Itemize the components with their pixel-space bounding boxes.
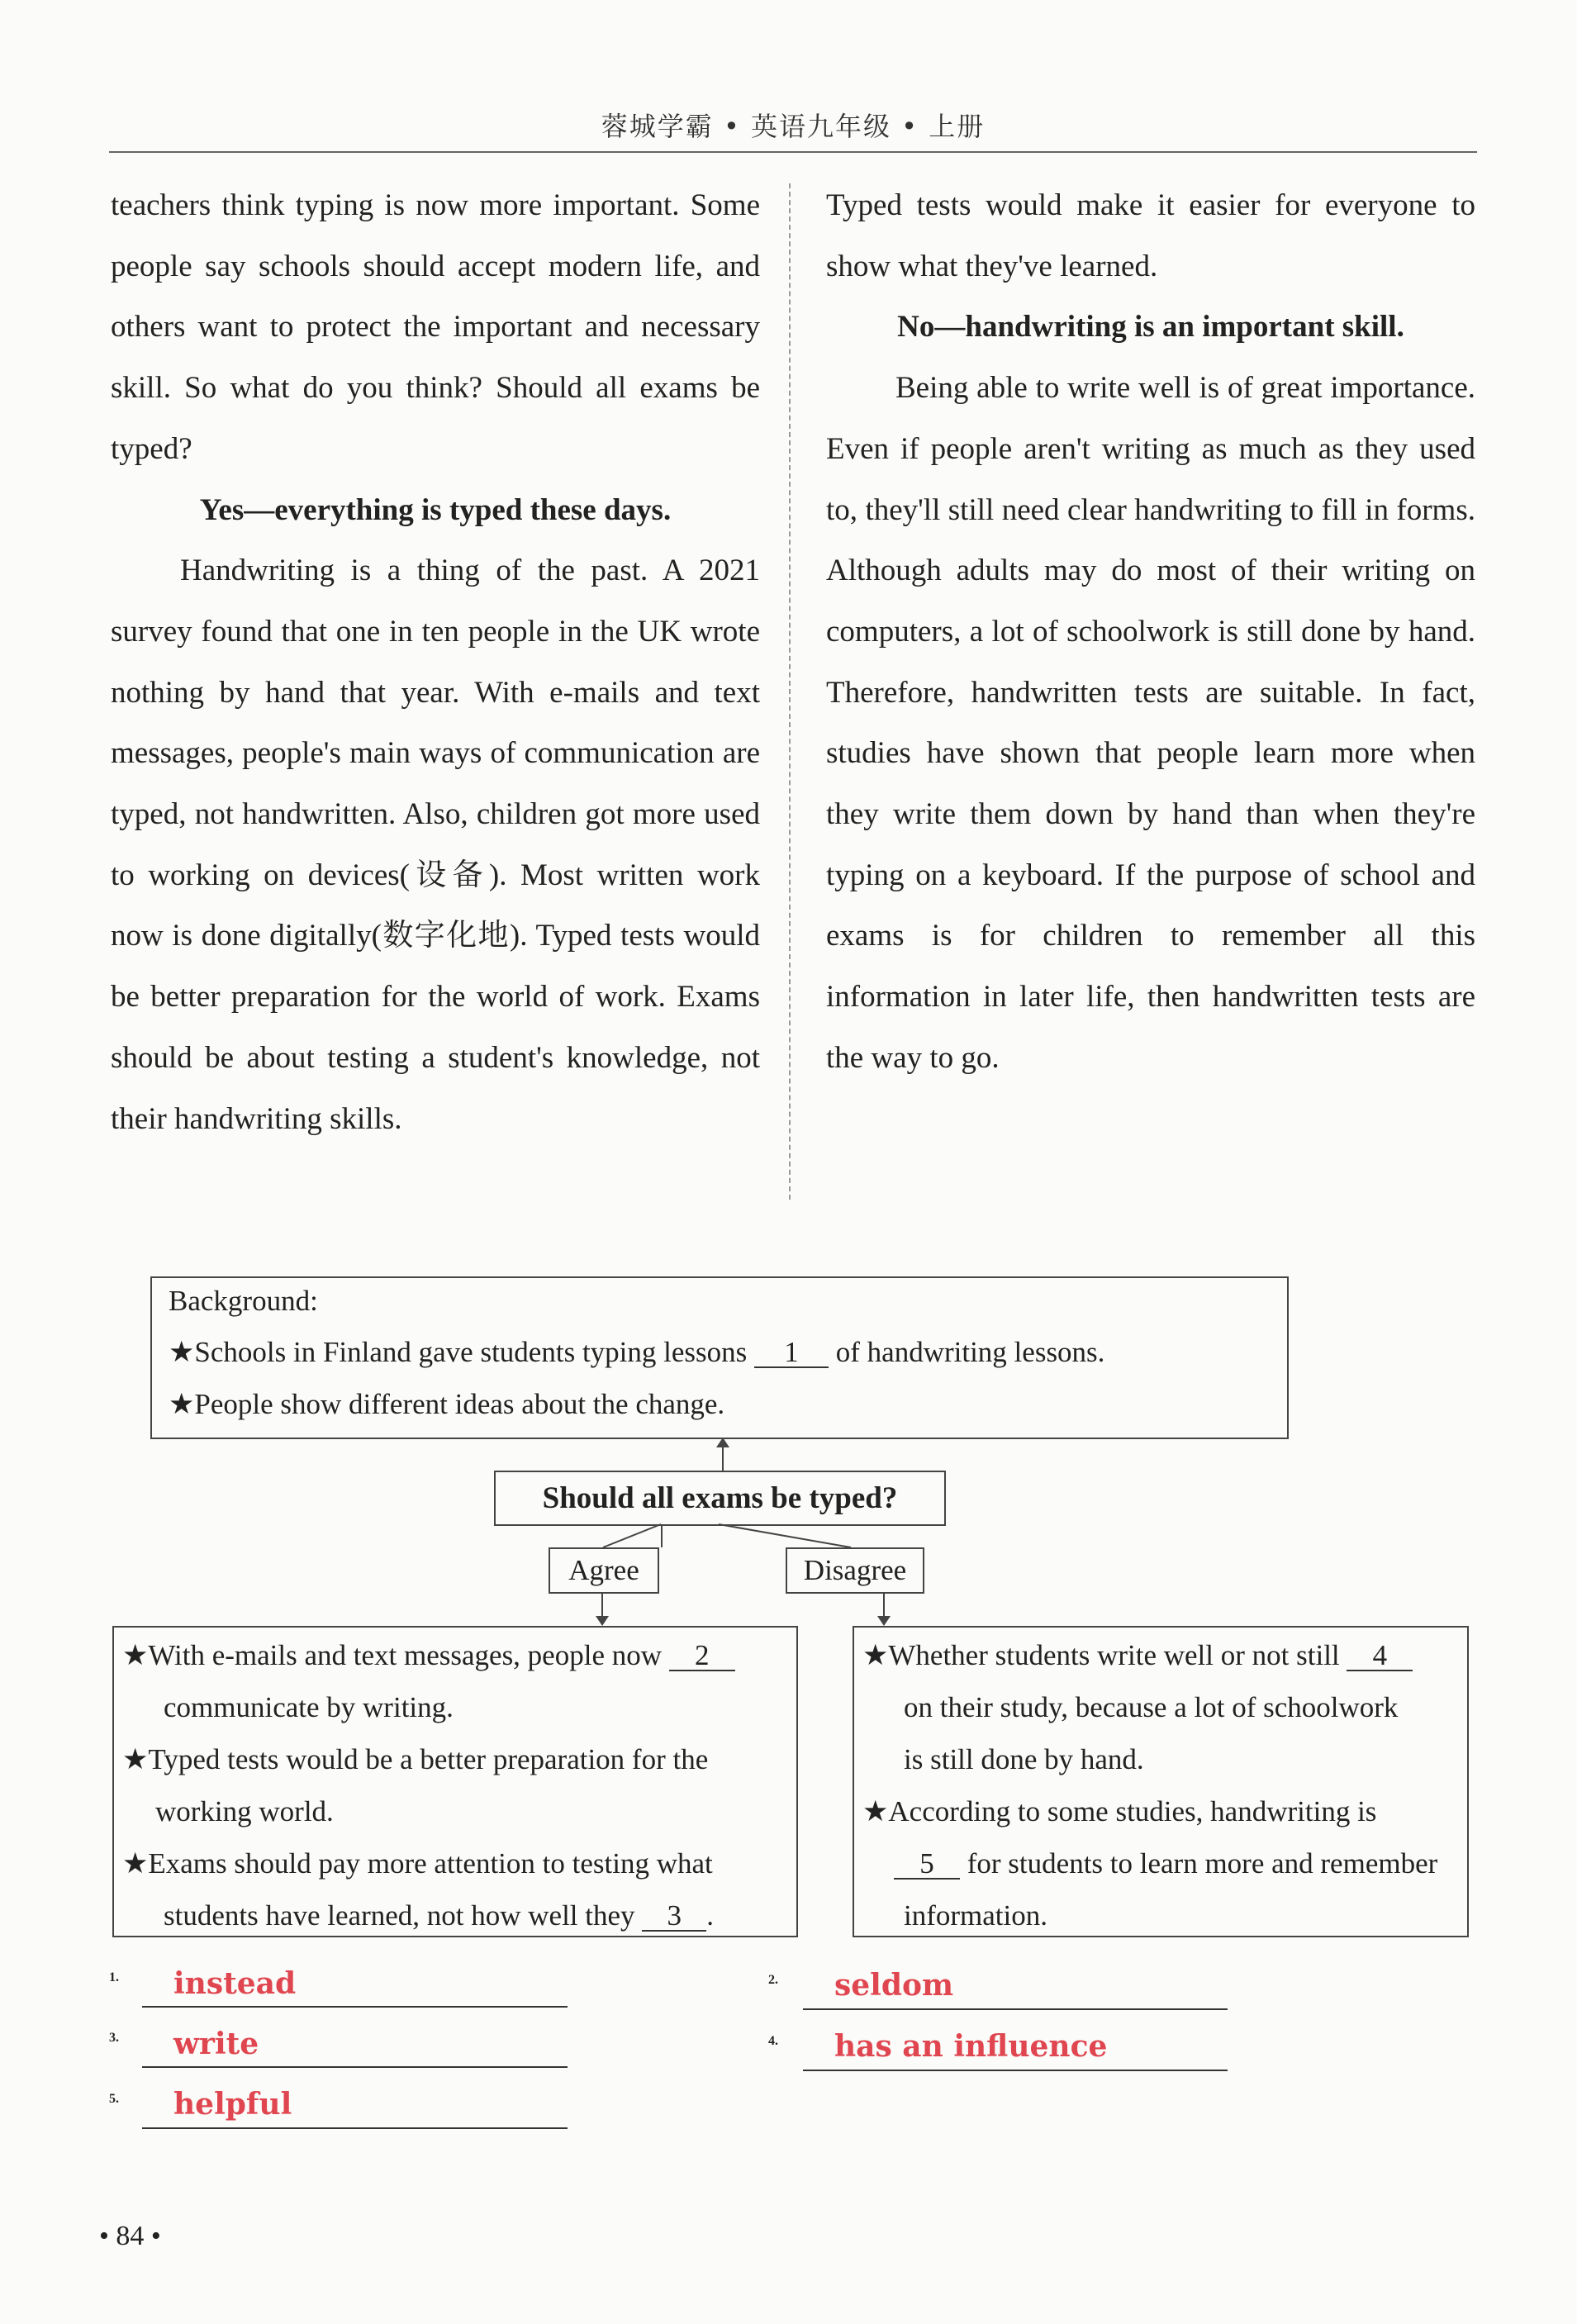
- blank-2: 2: [669, 1641, 735, 1671]
- answer-number: 5.: [109, 2092, 119, 2106]
- blank-3: 3: [642, 1901, 706, 1932]
- background-line-1-pre: ★Schools in Finland gave students typing lessons: [169, 1336, 748, 1368]
- paragraph: Handwriting is a thing of the past. A 2021 survey found that one in ten people in the UK wrote nothing by hand that year. With e-mails and text messages, people's main ways of communication are typed, not handwritten. Also, children got more used to working on devices(设备). Most written work now is done digitally(数字化地). Typed tests would be better preparation for the world of work. Exams should be about testing a student's knowledge, not their handwriting skills.: [111, 554, 760, 1136]
- agree-box: Agree: [549, 1547, 659, 1594]
- connector-branch: [578, 1523, 909, 1549]
- answer-line: [142, 2006, 568, 2008]
- blank-5: 5: [894, 1849, 960, 1880]
- disagree-line-4: ★According to some studies, handwriting is: [862, 1795, 1377, 1827]
- question-box: Should all exams be typed?: [494, 1471, 946, 1526]
- disagree-line-5-post: for students to learn more and remember: [967, 1847, 1438, 1880]
- disagree-line-5: [894, 1847, 1437, 1880]
- answer-number: 2.: [768, 1973, 778, 1987]
- agree-line-1: [122, 1639, 735, 1672]
- disagree-line-6: information.: [904, 1899, 1047, 1932]
- answer-item: [109, 2031, 119, 2046]
- paragraph: Typed tests would make it easier for everyone to show what they've learned.: [826, 188, 1475, 283]
- agree-line-1-pre: ★With e-mails and text messages, people now: [122, 1639, 663, 1671]
- disagree-line-1: [862, 1639, 1413, 1672]
- answer-text: helpful: [173, 2087, 292, 2122]
- background-line-1: [169, 1336, 1104, 1369]
- connector-line: [722, 1444, 724, 1471]
- agree-line-5: ★Exams should pay more attention to testing what: [122, 1847, 713, 1880]
- answer-number: 4.: [768, 2034, 778, 2048]
- article-left-column: [111, 175, 760, 1149]
- arrow-down-icon: [596, 1616, 609, 1626]
- subheading-no: No—handwriting is an important skill.: [897, 310, 1404, 345]
- agree-line-6: [164, 1899, 714, 1932]
- answer-text: has an influence: [834, 2029, 1108, 2064]
- disagree-line-2: on their study, because a lot of schoolwork: [904, 1691, 1399, 1723]
- agree-line-6-post: .: [706, 1899, 715, 1932]
- agree-line-3: ★Typed tests would be a better preparation for the: [122, 1743, 709, 1775]
- header-divider: [109, 151, 1477, 153]
- background-title: Background:: [169, 1285, 318, 1317]
- answer-item: [109, 2092, 119, 2107]
- disagree-points-box: [853, 1626, 1469, 1937]
- subheading-yes: Yes—everything is typed these days.: [199, 492, 672, 527]
- background-line-1-post: of handwriting lessons.: [835, 1336, 1105, 1368]
- paragraph: teachers think typing is now more important. Some people say schools should accept modern life, and others want to protect the important and necessary skill. So what do you think? Should all exams be typed?: [111, 188, 760, 466]
- agree-points-box: [112, 1626, 798, 1937]
- column-divider: [789, 183, 791, 1200]
- disagree-line-1-pre: ★Whether students write well or not still: [862, 1639, 1340, 1671]
- blank-4: 4: [1347, 1641, 1413, 1671]
- answer-item: [768, 1973, 778, 1988]
- answer-number: 3.: [109, 2031, 119, 2045]
- agree-line-4: working world.: [155, 1795, 334, 1827]
- answer-line: [803, 2070, 1228, 2071]
- article-right-column: [826, 175, 1475, 1089]
- arrow-down-icon: [877, 1616, 891, 1626]
- blank-1: 1: [754, 1338, 829, 1368]
- page-number: • 84 •: [99, 2221, 161, 2251]
- disagree-box: Disagree: [786, 1547, 924, 1594]
- background-box: [150, 1276, 1289, 1439]
- answer-line: [142, 2127, 568, 2129]
- disagree-line-3: is still done by hand.: [904, 1743, 1144, 1775]
- answer-number: 1.: [109, 1970, 119, 1984]
- answer-text: instead: [173, 1966, 297, 2001]
- page-header: 蓉城学霸 • 英语九年级 • 上册: [601, 111, 986, 142]
- arrow-up-icon: [716, 1438, 729, 1447]
- paragraph: Being able to write well is of great importance. Even if people aren't writing as much as they used to, they'll still need clear handwriting to fill in forms. Although adults may do most of their writing on computers, a lot of schoolwork is still done by hand. Therefore, handwritten tests are suitable. In fact, studies have shown that people learn more when they write them down by hand than when they're typing on a keyboard. If the purpose of school and exams is for children to remember all this information in later life, then handwritten tests are the way to go.: [826, 371, 1475, 1075]
- background-line-2: ★People show different ideas about the change.: [169, 1388, 725, 1420]
- agree-line-2: communicate by writing.: [164, 1691, 454, 1723]
- answer-text: write: [173, 2027, 259, 2061]
- answer-item: [109, 1970, 119, 1985]
- agree-line-6-pre: students have learned, not how well they: [164, 1899, 635, 1932]
- answer-text: seldom: [834, 1968, 954, 2003]
- answer-item: [768, 2034, 778, 2049]
- answer-line: [803, 2008, 1228, 2010]
- answer-line: [142, 2066, 568, 2068]
